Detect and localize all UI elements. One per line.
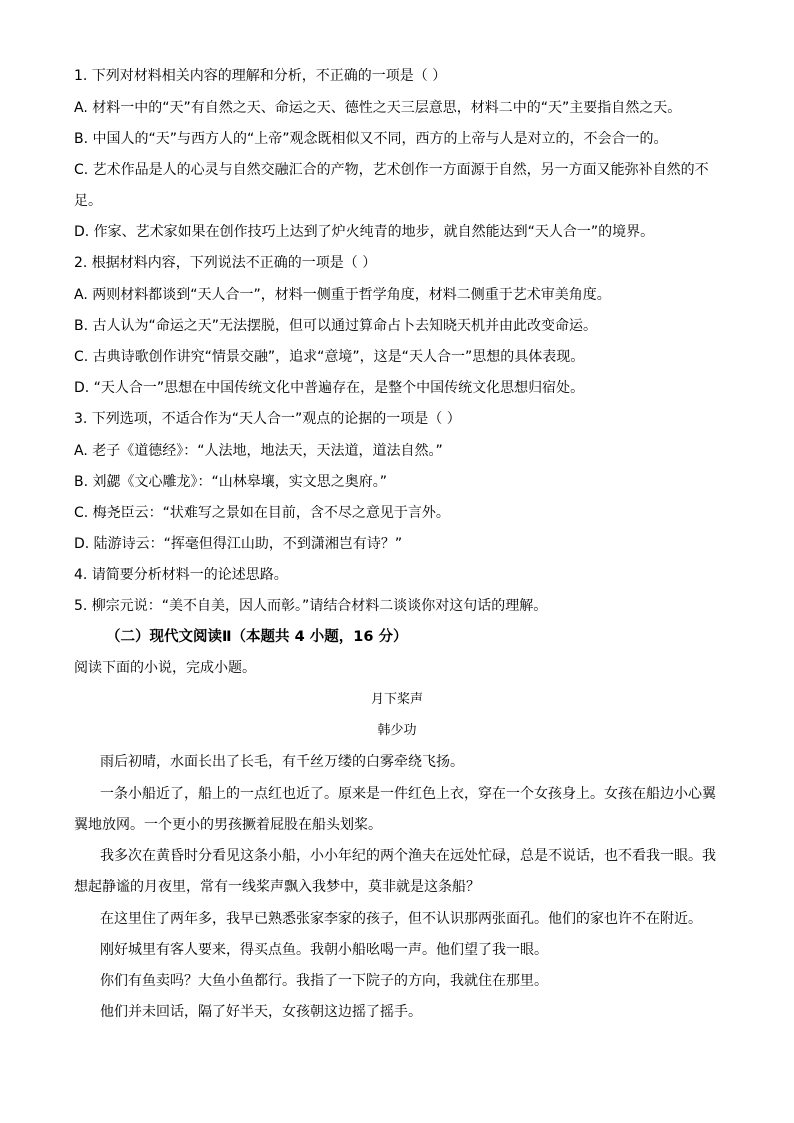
story-paragraph: 我多次在黄昏时分看见这条小船，小小年纪的两个渔夫在远处忙碌，总是不说话，也不看我一眼。我 (100, 848, 716, 864)
question-1-option-d: D. 作家、艺术家如果在创作技巧上达到了炉火纯青的地步，就自然能达到“天人合一”的境界。 (74, 224, 655, 240)
question-1-option-c: C. 艺术作品是人的心灵与自然交融汇合的产物，艺术创作一方面源于自然，另一方面又能弥补自然的不 (74, 162, 709, 178)
story-title: 月下桨声 (370, 692, 423, 707)
question-3-option-a: A. 老子《道德经》：“人法地，地法天，天法道，道法自然。” (74, 443, 443, 459)
story-paragraph: 刚好城里有客人要来，得买点鱼。我朝小船吆喝一声。他们望了我一眼。 (100, 942, 548, 958)
story-paragraph: 你们有鱼卖吗？大鱼小鱼都行。我指了一下院子的方向，我就住在那里。 (100, 973, 548, 989)
question-3-option-b: B. 刘勰《文心雕龙》：“山林皋壤，实文思之奥府。” (74, 474, 388, 490)
question-2-option-a: A. 两则材料都谈到“天人合一”，材料一侧重于哲学角度，材料二侧重于艺术审美角度。 (74, 287, 611, 303)
question-1-option-a: A. 材料一中的“天”有自然之天、命运之天、德性之天三层意思，材料二中的“天”主要指自然之天。 (74, 100, 682, 116)
question-4: 4. 请简要分析材料一的论述思路。 (74, 567, 288, 583)
section-heading: （二）现代文阅读Ⅱ（本题共 4 小题，16 分） (106, 629, 408, 645)
story-author: 韩少功 (377, 723, 417, 738)
question-3-stem: 3. 下列选项，不适合作为“天人合一”观点的论据的一项是（ ） (74, 411, 461, 427)
story-paragraph: 雨后初晴，水面长出了长毛，有千丝万缕的白雾牵绕飞扬。 (100, 754, 464, 770)
story-paragraph: 在这里住了两年多，我早已熟悉张家李家的孩子，但不认识那两张面孔。他们的家也许不在附近。 (100, 911, 702, 927)
question-2-option-b: B. 古人认为“命运之天”无法摆脱，但可以通过算命占卜去知晓天机并由此改变命运。 (74, 318, 598, 334)
question-1-stem: 1. 下列对材料相关内容的理解和分析，不正确的一项是（ ） (74, 68, 447, 84)
section-instruction: 阅读下面的小说，完成小题。 (74, 660, 256, 676)
question-2-stem: 2. 根据材料内容，下列说法不正确的一项是（ ） (74, 255, 377, 271)
question-5: 5. 柳宗元说：“美不自美，因人而彰。”请结合材料二谈谈你对这句话的理解。 (74, 598, 548, 614)
story-paragraph: 一条小船近了，船上的一点红也近了。原来是一件红色上衣，穿在一个女孩身上。女孩在船边小心翼 (100, 786, 716, 802)
story-paragraph-continued: 翼地放网。一个更小的男孩撅着屁股在船头划桨。 (74, 817, 382, 833)
question-1-option-b: B. 中国人的“天”与西方人的“上帝”观念既相似又不同，西方的上帝与人是对立的，不会合一的。 (74, 131, 668, 147)
story-paragraph: 他们并未回话，隔了好半天，女孩朝这边摇了摇手。 (100, 1004, 422, 1020)
question-2-option-c: C. 古典诗歌创作讲究“情景交融”，追求“意境”，这是“天人合一”思想的具体表现。 (74, 349, 585, 365)
question-2-option-d: D. “天人合一”思想在中国传统文化中普遍存在，是整个中国传统文化思想归宿处。 (74, 380, 585, 396)
question-1-option-c-continued: 足。 (74, 193, 102, 209)
question-3-option-d: D. 陆游诗云：“挥毫但得江山助，不到潇湘岂有诗？” (74, 536, 403, 552)
story-paragraph-continued: 想起静谧的月夜里，常有一线桨声飘入我梦中，莫非就是这条船？ (74, 879, 480, 895)
question-3-option-c: C. 梅尧臣云：“状难写之景如在目前，含不尽之意见于言外。 (74, 505, 450, 521)
